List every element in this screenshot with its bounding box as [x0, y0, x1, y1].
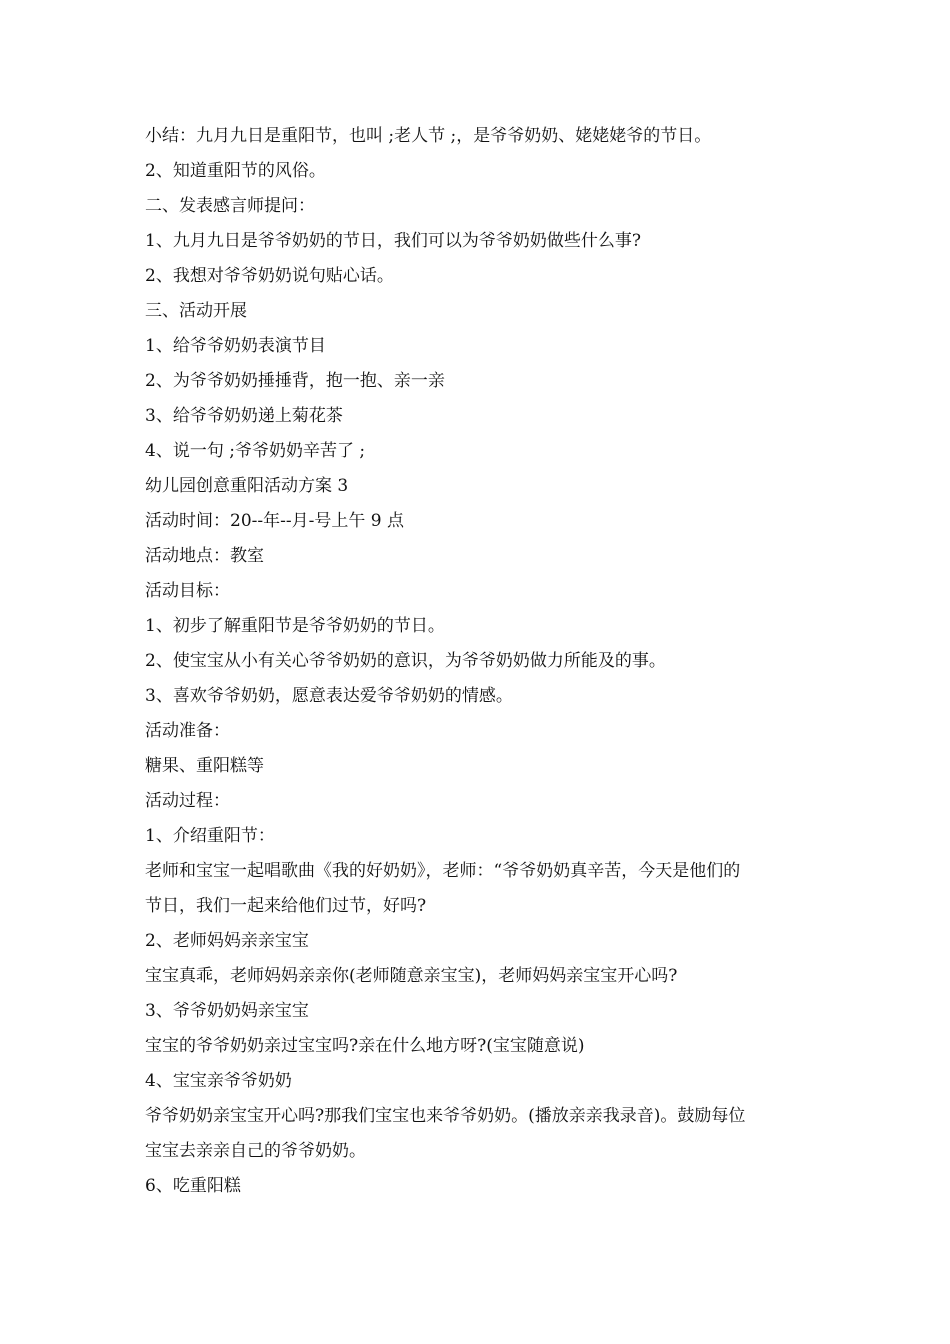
document-body — [145, 119, 815, 1204]
text-line: 3、给爷爷奶奶递上菊花茶 — [145, 406, 343, 426]
text-line: 活动过程： — [145, 791, 230, 811]
paragraph — [145, 854, 815, 924]
text-line: 活动时间：20--年--月-号上午 9 点 — [145, 511, 404, 531]
text-line: 活动目标： — [145, 581, 230, 601]
paragraph-line: 老师和宝宝一起唱歌曲《我的好奶奶》，老师：“爷爷奶奶真辛苦，今天是他们的 — [145, 861, 741, 881]
text-line: 4、宝宝亲爷爷奶奶 — [145, 1071, 292, 1091]
text-line: 1、九月九日是爷爷奶奶的节日，我们可以为爷爷奶奶做些什么事? — [145, 231, 641, 251]
text-line: 6、吃重阳糕 — [145, 1176, 241, 1196]
text-line: 小结：九月九日是重阳节，也叫 ;老人节 ;，是爷爷奶奶、姥姥姥爷的节日。 — [145, 126, 712, 146]
text-line: 1、初步了解重阳节是爷爷奶奶的节日。 — [145, 616, 445, 636]
text-line: 2、老师妈妈亲亲宝宝 — [145, 931, 309, 951]
text-line: 4、说一句 ;爷爷奶奶辛苦了 ; — [145, 441, 366, 461]
text-line: 1、介绍重阳节： — [145, 826, 275, 846]
paragraph-line: 爷爷奶奶亲宝宝开心吗?那我们宝宝也来爷爷奶奶。(播放亲亲我录音)。鼓励每位 — [145, 1106, 746, 1126]
paragraph — [145, 1099, 815, 1169]
text-line: 宝宝真乖，老师妈妈亲亲你(老师随意亲宝宝)，老师妈妈亲宝宝开心吗? — [145, 966, 678, 986]
paragraph-line: 宝宝去亲亲自己的爷爷奶奶。 — [145, 1141, 366, 1161]
plan-title: 幼儿园创意重阳活动方案 3 — [145, 476, 349, 496]
text-line: 1、给爷爷奶奶表演节目 — [145, 336, 326, 356]
paragraph-line: 节日，我们一起来给他们过节，好吗? — [145, 896, 427, 916]
section-heading: 三、活动开展 — [145, 301, 247, 321]
text-line: 3、喜欢爷爷奶奶，愿意表达爱爷爷奶奶的情感。 — [145, 686, 513, 706]
text-line: 2、知道重阳节的风俗。 — [145, 161, 326, 181]
text-line: 2、我想对爷爷奶奶说句贴心话。 — [145, 266, 394, 286]
text-line: 3、爷爷奶奶妈亲宝宝 — [145, 1001, 309, 1021]
text-line: 糖果、重阳糕等 — [145, 756, 264, 776]
text-line: 活动准备： — [145, 721, 230, 741]
text-line: 2、使宝宝从小有关心爷爷奶奶的意识，为爷爷奶奶做力所能及的事。 — [145, 651, 666, 671]
text-line: 2、为爷爷奶奶捶捶背，抱一抱、亲一亲 — [145, 371, 445, 391]
text-line: 活动地点：教室 — [145, 546, 264, 566]
section-heading: 二、发表感言师提问： — [145, 196, 315, 216]
text-line: 宝宝的爷爷奶奶亲过宝宝吗?亲在什么地方呀?(宝宝随意说) — [145, 1036, 585, 1056]
